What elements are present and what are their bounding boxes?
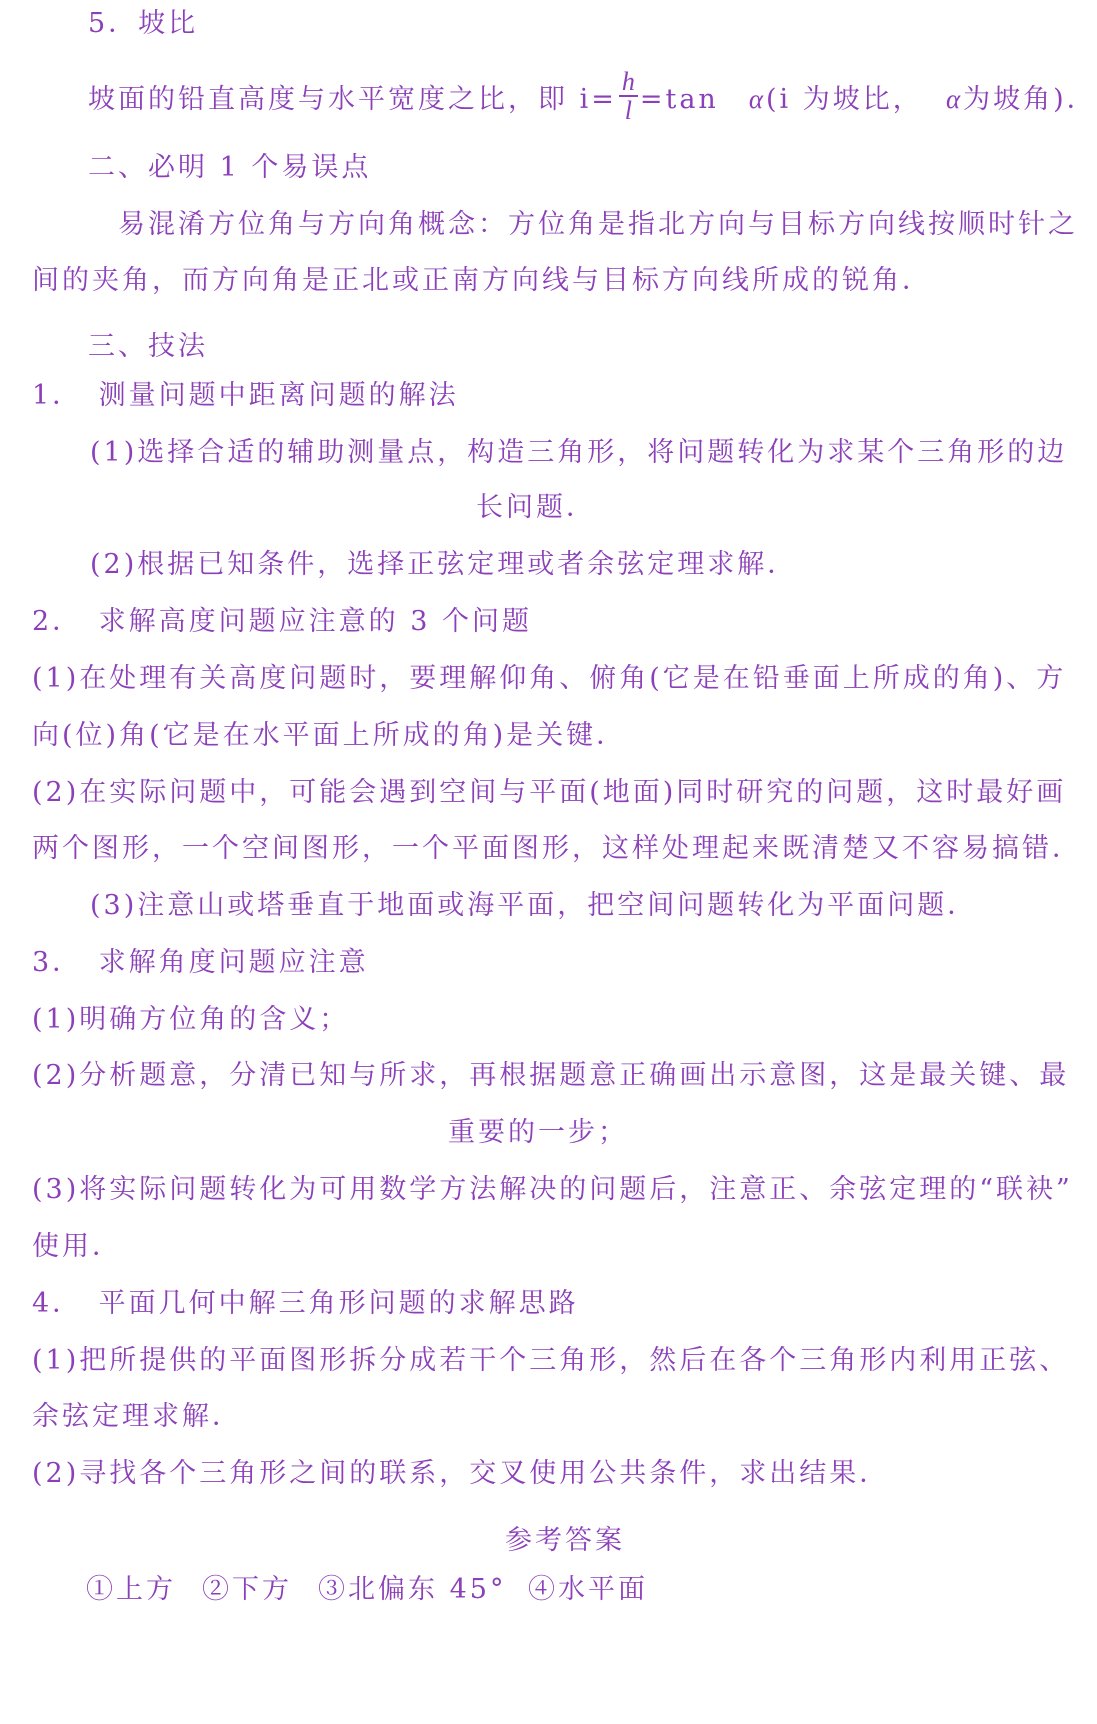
fraction-numerator: h — [619, 68, 638, 97]
method-2-p2-line-1: (2)在实际问题中，可能会遇到空间与平面(地面)同时研究的问题，这时最好画 — [32, 777, 1067, 808]
slope-text-mid: =tan — [639, 83, 749, 115]
method-4-p2: (2)寻找各个三角形之间的联系，交叉使用公共条件，求出结果． — [32, 1458, 890, 1489]
section-2-line-2: 间的夹角，而方向角是正北或正南方向线与目标方向线所成的锐角． — [32, 265, 932, 296]
method-2-title: 2． 求解高度问题应注意的 3 个问题 — [32, 606, 533, 637]
method-2-p2-line-2: 两个图形，一个空间图形，一个平面图形，这样处理起来既清楚又不容易搞错． — [32, 833, 1082, 864]
alpha-symbol-2: α — [945, 83, 964, 114]
method-2-p1-line-1: (1)在处理有关高度问题时，要理解仰角、俯角(它是在铅垂面上所成的角)、方 — [32, 663, 1067, 694]
section-2-line-1: 易混淆方位角与方向角概念：方位角是指北方向与目标方向线按顺时针之 — [118, 209, 1078, 240]
answer-item-1: ①上方 — [86, 1574, 176, 1605]
method-3-p2-line-2: 重要的一步； — [448, 1117, 628, 1148]
alpha-symbol: α — [748, 83, 766, 114]
slope-text-after-2: 为坡角)． — [963, 83, 1097, 115]
method-3-title: 3． 求解角度问题应注意 — [32, 947, 369, 978]
slope-text-after-1: (i 为坡比， — [766, 83, 923, 115]
fraction-denominator: l — [624, 96, 632, 126]
method-3-p1: (1)明确方位角的含义； — [32, 1004, 350, 1035]
method-1-p1-line-2: 长问题． — [476, 492, 596, 523]
section-3-heading: 三、技法 — [88, 331, 208, 362]
method-1-p2: (2)根据已知条件，选择正弦定理或者余弦定理求解． — [90, 549, 798, 580]
method-3-p3-line-2: 使用． — [32, 1231, 122, 1262]
method-4-p1-line-1: (1)把所提供的平面图形拆分成若干个三角形，然后在各个三角形内利用正弦、 — [32, 1345, 1070, 1376]
slope-fraction — [619, 68, 638, 125]
answer-item-2: ②下方 — [202, 1574, 292, 1605]
method-3-p3-line-1: (3)将实际问题转化为可用数学方法解决的问题后，注意正、余弦定理的“联袂” — [32, 1174, 1073, 1205]
method-2-p3: (3)注意山或塔垂直于地面或海平面，把空间问题转化为平面问题． — [90, 890, 978, 921]
method-1-title: 1． 测量问题中距离问题的解法 — [32, 380, 459, 411]
method-4-p1-line-2: 余弦定理求解． — [32, 1401, 242, 1432]
section-5-title: 5．坡比 — [88, 8, 199, 39]
answers-heading: 参考答案 — [505, 1525, 625, 1556]
method-1-p1-line-1: (1)选择合适的辅助测量点，构造三角形，将问题转化为求某个三角形的边 — [90, 437, 1068, 468]
section-2-heading: 二、必明 1 个易误点 — [88, 152, 372, 183]
method-2-p1-line-2: 向(位)角(它是在水平面上所成的角)是关键． — [32, 720, 627, 751]
answer-item-4: ④水平面 — [528, 1574, 648, 1605]
method-4-title: 4． 平面几何中解三角形问题的求解思路 — [32, 1288, 579, 1319]
method-3-p2-line-1: (2)分析题意，分清已知与所求，再根据题意正确画出示意图，这是最关键、最 — [32, 1060, 1070, 1091]
slope-text-before: 坡面的铅直高度与水平宽度之比，即 i= — [88, 83, 617, 115]
answer-item-3: ③北偏东 45° — [318, 1574, 507, 1605]
slope-ratio-definition — [88, 67, 1097, 129]
